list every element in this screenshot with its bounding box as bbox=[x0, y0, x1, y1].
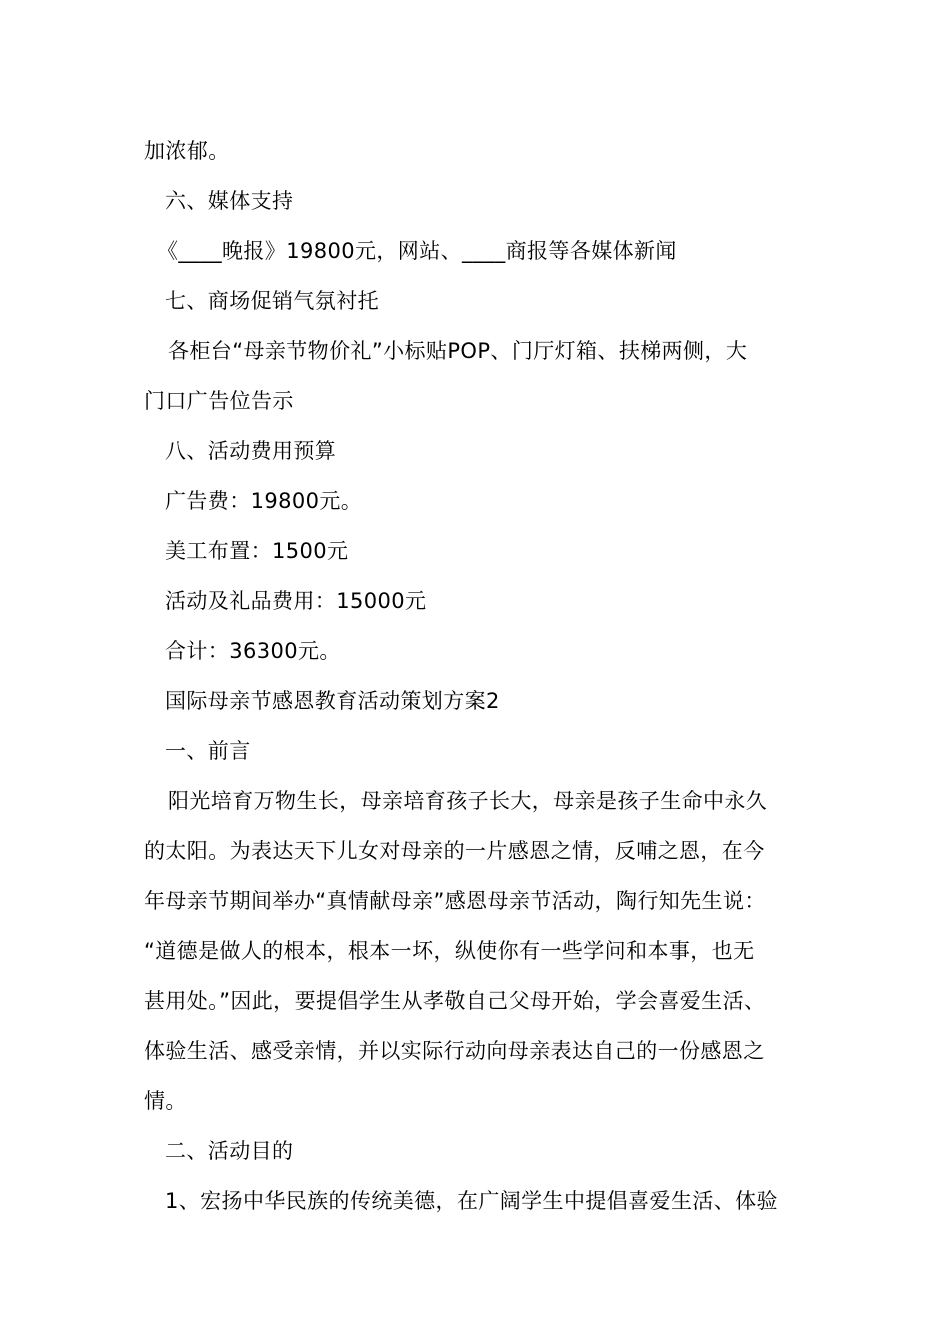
paragraph-line: 年母亲节期间举办“真情献母亲”感恩母亲节活动，陶行知先生说： bbox=[144, 889, 766, 913]
section-heading-preface: 一、前言 bbox=[165, 739, 251, 763]
budget-item: 活动及礼品费用：15000元 bbox=[165, 589, 427, 613]
paragraph-line: 的太阳。为表达天下儿女对母亲的一片感恩之情，反哺之恩，在今 bbox=[144, 839, 765, 863]
paragraph-line: 情。 bbox=[144, 1089, 187, 1113]
plan-title: 国际母亲节感恩教育活动策划方案2 bbox=[165, 689, 500, 713]
paragraph-line: 各柜台“母亲节物价礼”小标贴POP、门厅灯箱、扶梯两侧，大 bbox=[168, 339, 748, 363]
section-heading-purpose: 二、活动目的 bbox=[165, 1139, 294, 1163]
paragraph-line: 《____晚报》19800元，网站、____商报等各媒体新闻 bbox=[157, 239, 677, 263]
section-heading-atmosphere: 七、商场促销气氛衬托 bbox=[165, 289, 379, 313]
budget-item: 美工布置：1500元 bbox=[165, 539, 349, 563]
paragraph-line: 加浓郁。 bbox=[144, 139, 230, 163]
paragraph-line: “道德是做人的根本，根本一坏，纵使你有一些学问和本事，也无 bbox=[144, 939, 755, 963]
section-heading-media: 六、媒体支持 bbox=[165, 189, 294, 213]
section-heading-budget: 八、活动费用预算 bbox=[165, 439, 337, 463]
budget-item: 广告费：19800元。 bbox=[165, 489, 363, 513]
paragraph-line: 阳光培育万物生长，母亲培育孩子长大，母亲是孩子生命中永久 bbox=[168, 789, 768, 813]
budget-total: 合计：36300元。 bbox=[165, 639, 341, 663]
paragraph-line: 体验生活、感受亲情，并以实际行动向母亲表达自己的一份感恩之 bbox=[144, 1039, 765, 1063]
paragraph-line: 1、宏扬中华民族的传统美德，在广阔学生中提倡喜爱生活、体验 bbox=[165, 1189, 778, 1213]
paragraph-line: 门口广告位告示 bbox=[144, 389, 294, 413]
paragraph-line: 甚用处。”因此，要提倡学生从孝敬自己父母开始，学会喜爱生活、 bbox=[144, 989, 766, 1013]
